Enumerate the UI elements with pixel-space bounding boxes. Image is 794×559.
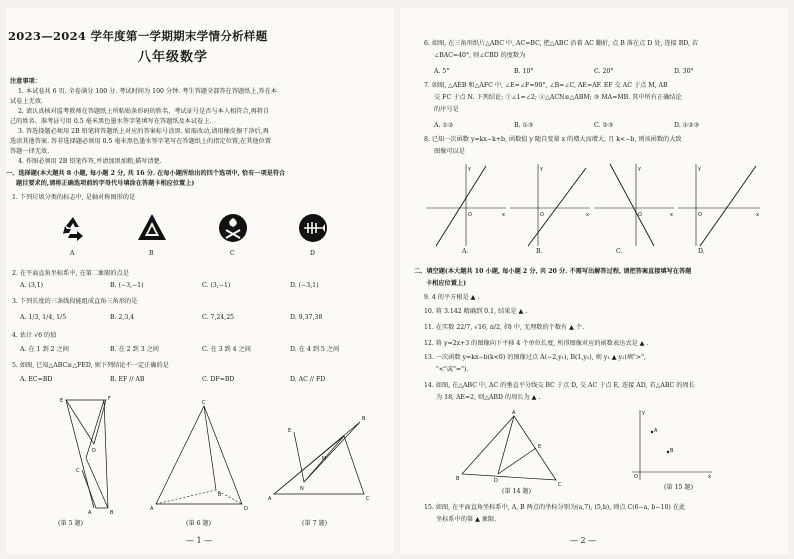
page-2 <box>400 8 788 554</box>
q4-option-c: C. 在 3 到 4 之间 <box>202 346 251 353</box>
section-2-heading: 二、填空题(本大题共 10 小题, 每小题 2 分, 共 20 分. 不需写出解答过程, 请把答案直接填写在答题 <box>414 268 692 275</box>
q2-option-d: D. (−3,1) <box>290 282 319 289</box>
question-2: 2. 在平面直角坐标系中, 在第二象限的点是 <box>12 270 129 277</box>
question-4: 4. 估计 √6 的值 <box>12 332 57 339</box>
question-14: 14. 如图, 在△ABC 中, AC 的垂直平分线交 BC 于点 D, 交 AC 于点 E, 连接 AD, 若△ABC 的周长 <box>424 382 695 389</box>
page-1 <box>6 8 394 554</box>
graph-c <box>592 162 676 248</box>
q4-option-d: D. 在 4 到 5 之间 <box>290 346 340 353</box>
question-8-cont: 图像可以是 <box>434 148 465 155</box>
svg-text:x: x <box>586 212 589 218</box>
question-7-cont2: 的序号是 <box>434 106 459 113</box>
svg-text:A: A <box>88 510 92 516</box>
svg-text:O: O <box>698 212 702 218</box>
svg-text:O: O <box>468 212 472 218</box>
notice-line: 答题一律无效. <box>10 148 50 155</box>
notice-line: 己的姓名、准考证号用 0.5 毫米黑色墨水签字笔填写在答题纸及本试卷上. <box>10 118 212 125</box>
graph-a <box>424 162 508 248</box>
svg-text:B: B <box>456 476 460 482</box>
notice-heading: 注意事项： <box>10 78 41 85</box>
q3-option-c: C. 7,24,25 <box>202 314 235 321</box>
question-11: 11. 在实数 22/7, √16, π/2, ∛8 中, 无理数的个数有 ▲ 个. <box>424 324 585 331</box>
q6-option-c: C. 20° <box>594 68 614 75</box>
question-15: 15. 如图, 在平面直角坐标系中, A, B 两点的坐标分别为(a,7), (5,b), 则点 C(6−a, b−10) 在此 <box>424 504 686 511</box>
exam-subtitle: 八年级数学 <box>138 50 209 65</box>
q5-option-a: A. EC=BD <box>20 376 53 383</box>
notice-line: 选涂其他答案. 答非选择题必须用 0.5 毫米黑色墨水签字笔写在答题纸上的指定位置,在其他位置 <box>10 138 271 145</box>
svg-text:O: O <box>540 212 544 218</box>
q7-option-d: D. ①②③ <box>674 122 700 129</box>
svg-text:O: O <box>638 212 642 218</box>
notice-line: 4. 作图必须用 2B 铅笔作答,并请加黑加粗,描写清楚. <box>18 158 162 165</box>
q7-option-a: A. ①② <box>434 122 454 129</box>
figure-15-caption: (第 15 题) <box>664 484 694 491</box>
q6-option-d: D. 30° <box>674 68 694 75</box>
svg-text:E: E <box>288 428 292 434</box>
notice-line: 3. 答选择题必须用 2B 铅笔将答题纸上对应的答案标号涂黑. 如需改动,请用橡皮擦干净后,再 <box>18 128 269 135</box>
question-6-cont: ∠BAC=40°, 则∠CBD 的度数为 <box>434 52 526 59</box>
figure-7 <box>264 402 380 518</box>
page-number: — 1 — <box>186 536 213 545</box>
q6-option-b: B. 10° <box>514 68 534 75</box>
q2-option-a: A. (3,1) <box>20 282 44 289</box>
svg-text:y: y <box>468 166 471 172</box>
notice-line: 2. 请认真核对监考教师在答题纸上所粘贴条形码的姓名、考试证号是否与本人相符合,再将自 <box>18 108 270 115</box>
question-3: 3. 下列长度的三条线段能组成直角三角形的是 <box>12 298 138 305</box>
question-9: 9. 4 的平方根是 ▲ . <box>424 294 480 301</box>
fish-bone-icon <box>298 213 328 243</box>
q4-option-b: B. 在 2 到 3 之间 <box>110 346 159 353</box>
exam-title: 2023—2024 学年度第一学期期末学情分析样题 <box>8 29 268 43</box>
q3-option-d: D. 9,37,38 <box>290 314 323 321</box>
svg-text:A: A <box>654 428 658 434</box>
graph-a-label: A. <box>462 248 469 255</box>
svg-text:A: A <box>150 506 154 512</box>
notice-line: 试卷上无效. <box>10 98 43 105</box>
graph-b-label: B. <box>536 248 543 255</box>
section-1-heading-cont: 题目要求的,请将正确选项前的字母代号填涂在答题卡相应位置上) <box>16 180 195 187</box>
svg-text:C: C <box>558 482 562 488</box>
q4-option-a: A. 在 1 到 2 之间 <box>20 346 69 353</box>
question-6: 6. 如图, 在三角形纸片△ABC 中, AC=BC, 把△ABC 沿着 AC 翻折, 点 B 落在点 D 处, 连接 BD, 若 <box>424 40 699 47</box>
graph-d <box>676 162 762 248</box>
question-15-cont: 坐标系中的第 ▲ 象限. <box>436 516 497 523</box>
q1-option-c: C <box>230 250 235 257</box>
q1-option-d: D <box>310 250 315 257</box>
question-5: 5. 如图, 已知△ABC≌△FED, 则下列结论不一定正确的是 <box>12 362 169 369</box>
kitchen-waste-icon <box>218 213 248 243</box>
triangle-recycle-icon <box>136 212 168 244</box>
svg-text:B: B <box>670 448 674 454</box>
graph-c-label: C. <box>616 248 623 255</box>
q1-option-b: B <box>149 250 154 257</box>
svg-text:x: x <box>670 212 673 218</box>
question-12: 12. 将 y=2x+3 的图像向下平移 4 个单位长度, 所得图像对应的函数表达式是 ▲ . <box>424 340 649 347</box>
question-8: 8. 已知一次函数 y=kx−k+b, 函数值 y 随自变量 x 的增大而增大, 且 k<−b, 则该函数的大致 <box>424 136 682 143</box>
figure-6-caption: (第 6 题) <box>186 520 212 527</box>
svg-text:A: A <box>268 496 272 502</box>
svg-text:C: C <box>76 468 80 474</box>
q7-option-b: B. ①③ <box>514 122 534 129</box>
svg-text:O: O <box>634 474 638 480</box>
svg-text:x: x <box>502 212 505 218</box>
q5-option-d: D. AC // FD <box>290 376 326 383</box>
question-7: 7. 如图, △AEB 和△AFC 中, ∠E=∠F=90°, ∠B=∠C, AE=AF. EF 交 AC 于点 M, AB <box>424 82 668 89</box>
question-10: 10. 将 3.142 精确到 0.1, 结果是 ▲ . <box>424 308 528 315</box>
q7-option-c: C. ②③ <box>594 122 614 129</box>
svg-text:D: D <box>92 448 96 454</box>
figure-14 <box>452 408 572 488</box>
q1-option-a: A <box>70 250 75 257</box>
svg-text:x: x <box>756 212 759 218</box>
svg-text:y: y <box>642 410 645 416</box>
svg-text:A: A <box>512 410 516 416</box>
graph-b <box>508 162 592 248</box>
q3-option-a: A. 1/3, 1/4, 1/5 <box>20 314 67 321</box>
question-7-cont: 交 FC 于点 N. 下列结论: ①∠1=∠2; ②△ACN≌△ABM; ③ MA=MB. 其中所有正确结论 <box>434 94 682 101</box>
question-13-cont: "<"或"="). <box>436 366 469 373</box>
figure-5 <box>46 390 126 518</box>
question-1: 1. 下列垃圾分类的标志中, 是轴对称图形的是 <box>12 194 136 201</box>
question-14-cont: 为 18, AE=2, 则△ABD 的周长为 ▲ . <box>436 394 541 401</box>
recycle-icon <box>58 214 88 244</box>
figure-14-caption: (第 14 题) <box>502 488 532 495</box>
svg-text:x: x <box>708 474 711 480</box>
svg-text:B: B <box>110 510 114 516</box>
svg-text:C: C <box>366 496 370 502</box>
svg-text:C: C <box>202 400 206 406</box>
svg-text:y: y <box>540 166 543 172</box>
page-number: — 2 — <box>570 536 597 545</box>
section-2-heading-cont: 卡相应位置上) <box>426 280 467 287</box>
svg-text:D: D <box>244 506 248 512</box>
svg-text:y: y <box>638 166 641 172</box>
notice-line: 1. 本试卷共 6 页. 全卷满分 100 分. 考试时间为 100 分钟. 考生答题全部答在答题纸上,答在本 <box>18 88 277 95</box>
q2-option-b: B. (−3,−1) <box>110 282 144 289</box>
section-1-heading: 一、选择题(本大题共 8 小题, 每小题 2 分, 共 16 分. 在每小题所给出的四个选项中, 恰有一项是符合 <box>6 170 286 177</box>
question-13: 13. 一次函数 y=kx−b(k<0) 的图像过点 A(−2,y₁), B(1,y₂), 则 y₁ ▲ y₂(填">", <box>424 354 646 361</box>
figure-7-caption: (第 7 题) <box>302 520 328 527</box>
svg-text:y: y <box>698 166 701 172</box>
q5-option-b: B. EF // AB <box>110 376 145 383</box>
q5-option-c: C. DF=BD <box>202 376 235 383</box>
q6-option-a: A. 5° <box>434 68 450 75</box>
q2-option-c: C. (3,−1) <box>202 282 231 289</box>
svg-text:E: E <box>60 398 64 404</box>
svg-text:E: E <box>538 444 542 450</box>
figure-6 <box>146 398 256 518</box>
graph-d-label: D. <box>698 248 705 255</box>
figure-5-caption: (第 5 题) <box>58 520 84 527</box>
svg-text:M: M <box>322 456 327 462</box>
figure-15 <box>630 408 714 482</box>
q3-option-b: B. 2,3,4 <box>110 314 135 321</box>
svg-text:N: N <box>300 486 304 492</box>
svg-text:D: D <box>494 478 498 484</box>
svg-text:B: B <box>218 492 222 498</box>
svg-text:F: F <box>108 396 111 402</box>
svg-text:B: B <box>362 416 366 422</box>
